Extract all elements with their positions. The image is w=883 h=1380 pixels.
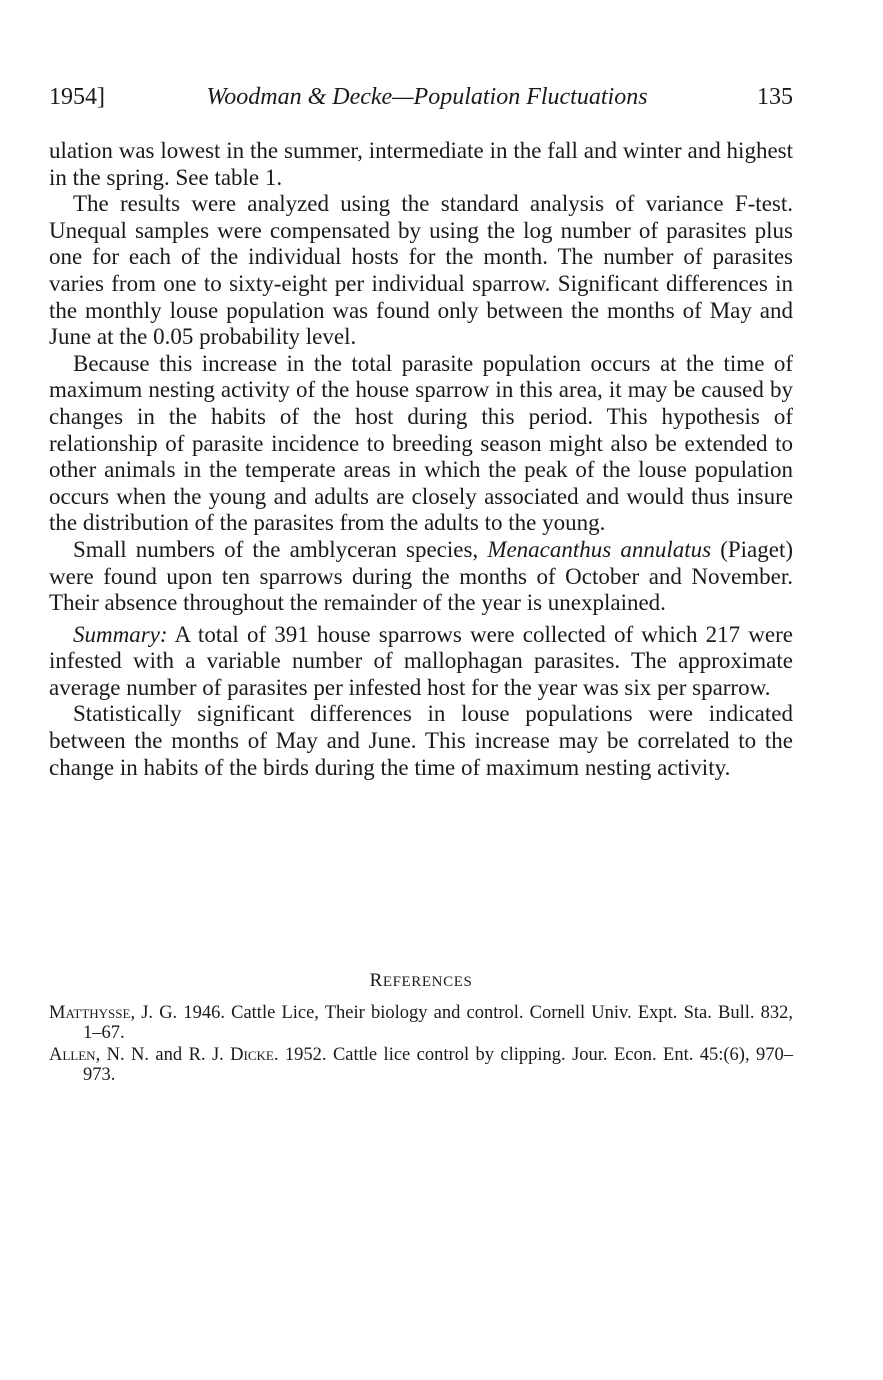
running-title: Woodman & Decke—Population Fluctuations [206, 84, 648, 110]
article-body [49, 138, 793, 781]
reference-text: 1946. Cattle Lice, Their biology and control. Cornell Univ. Expt. Sta. Bull. 832, 1–67. [83, 1003, 794, 1043]
reference-item [49, 1003, 793, 1043]
reference-author: Matthysse, J. G. [49, 1003, 178, 1023]
reference-author: Allen, N. N. [49, 1045, 149, 1065]
references-heading-initial: R [369, 970, 383, 991]
species-name: Menacanthus annulatus [487, 536, 712, 562]
paragraph-amblyceran [49, 537, 793, 617]
reference-item [49, 1045, 793, 1085]
paragraph-significance: Statistically significant differences in louse populations were indicated between the months of May and June. This increase may be correlated to the change in habits of the birds during the time of maximum nesting activity. [49, 701, 793, 780]
reference-text: 1952. Cattle lice control by clipping. Jour. Econ. Ent. 45:(6), 970–973. [83, 1045, 794, 1085]
header-year: 1954] [49, 84, 105, 110]
summary-text: A total of 391 house sparrows were collected of which 217 were infested with a variable number of mallophagan parasites. The approximate average number of parasites per infested host for the year was six per sparrow. [49, 621, 793, 700]
reference-author-2: R. J. Dicke. [188, 1045, 279, 1065]
references-heading [49, 970, 793, 993]
references-section [49, 970, 793, 1087]
journal-page [49, 0, 793, 1380]
references-heading-rest: EFERENCES [382, 974, 473, 990]
reference-joiner: and [155, 1045, 183, 1065]
page-number: 135 [757, 84, 793, 110]
paragraph-summary [49, 622, 793, 702]
amblyceran-text-end: (Piaget) were found upon ten sparrows during the months of October and November. Their absence throughout the remainder of the year is unexplained. [49, 536, 794, 616]
paragraph-analysis: The results were analyzed using the standard analysis of variance F-test. Unequal samples were compensated by using the log number of parasites plus one for each of the individual hosts for the month. The number of parasites varies from one to sixty-eight per individual sparrow. Significant differences in the monthly louse population was found only between the months of May and June at the 0.05 probability level. [49, 191, 793, 350]
amblyceran-text-start: Small numbers of the amblyceran species, [73, 536, 479, 562]
running-header [49, 80, 793, 114]
summary-label: Summary: [73, 621, 168, 647]
paragraph-continuation: ulation was lowest in the summer, intermediate in the fall and winter and highest in the spring. See table 1. [49, 138, 793, 190]
paragraph-hypothesis: Because this increase in the total parasite population occurs at the time of maximum nesting activity of the house sparrow in this area, it may be caused by changes in the habits of the host during this period. This hypothesis of relationship of parasite incidence to breeding season might also be extended to other animals in the temperate areas in which the peak of the louse population occurs when the young and adults are closely associated and would thus insure the distribution of the parasites from the adults to the young. [49, 350, 793, 536]
